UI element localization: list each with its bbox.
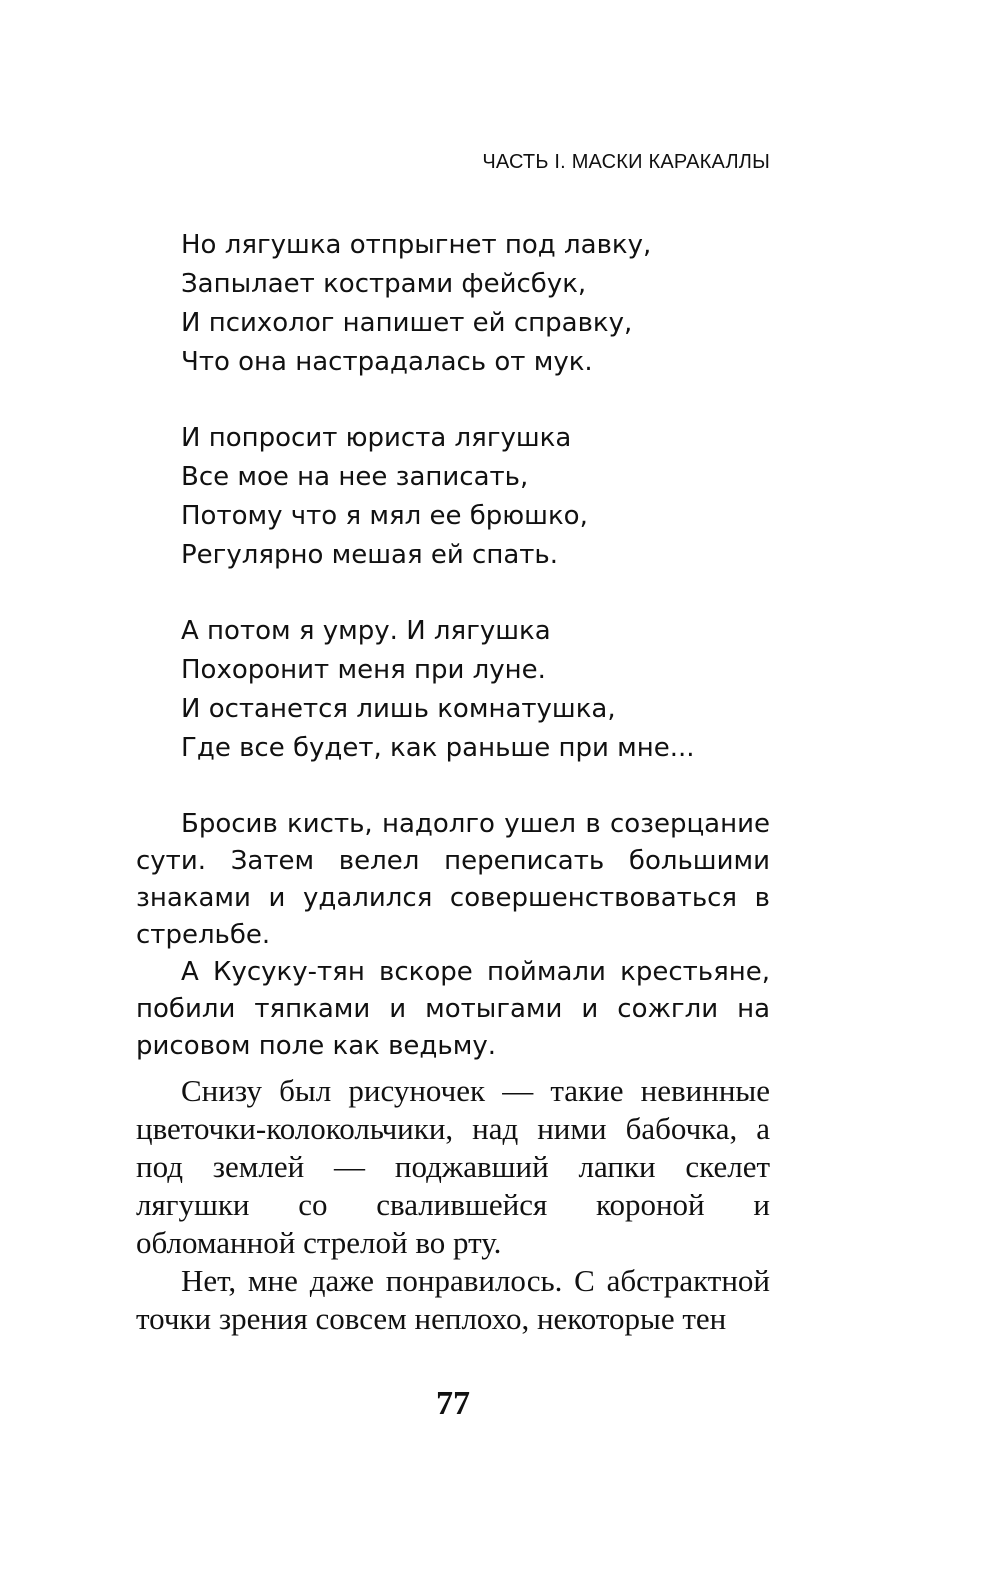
poem-line: Все мое на нее записать, bbox=[181, 462, 529, 492]
poem-line: И попросит юриста лягушка bbox=[181, 423, 572, 453]
poem-line: А потом я умру. И лягушка bbox=[181, 616, 551, 646]
poem-line: Регулярно мешая ей спать. bbox=[181, 540, 559, 570]
running-header: ЧАСТЬ I. МАСКИ КАРАКАЛЛЫ bbox=[482, 151, 770, 173]
poem-line: Потому что я мял ее брюшко, bbox=[181, 501, 588, 531]
poem-line: Что она настрадалась от мук. bbox=[181, 347, 593, 377]
poem-stanza-3 bbox=[181, 612, 695, 768]
poem-line: Но лягушка отпрыгнет под лавку, bbox=[181, 230, 652, 260]
prose-paragraph: Нет, мне даже понравилось. С абстрактной точки зрения совсем неплохо, некоторые тен bbox=[136, 1263, 770, 1336]
poem-line: И психолог напишет ей справку, bbox=[181, 308, 633, 338]
poem-line: Запылает кострами фейсбук, bbox=[181, 269, 587, 299]
sans-prose-block bbox=[136, 806, 770, 1065]
serif-prose-block bbox=[136, 1072, 770, 1338]
prose-paragraph: А Кусуку-тян вскоре поймали крестьяне, побили тяпками и мотыгами и сожгли на рисовом поле как ведьму. bbox=[136, 957, 770, 1061]
prose-paragraph: Снизу был рисуночек — такие невинные цветочки-колокольчики, над ними бабочка, а под землей — поджавший лапки скелет лягушки со свалившейся короной и обломанной стрелой во рту. bbox=[136, 1073, 770, 1260]
poem-stanza-1 bbox=[181, 226, 651, 382]
page-number: 77 bbox=[436, 1385, 470, 1422]
poem-line: И останется лишь комнатушка, bbox=[181, 694, 616, 724]
poem-line: Где все будет, как раньше при мне... bbox=[181, 733, 695, 763]
poem-line: Похоронит меня при луне. bbox=[181, 655, 546, 685]
prose-paragraph: Бросив кисть, надолго ушел в созерцание сути. Затем велел переписать большими знаками и удалился совершенствоваться в стрельбе. bbox=[136, 809, 770, 950]
poem-stanza-2 bbox=[181, 419, 588, 575]
